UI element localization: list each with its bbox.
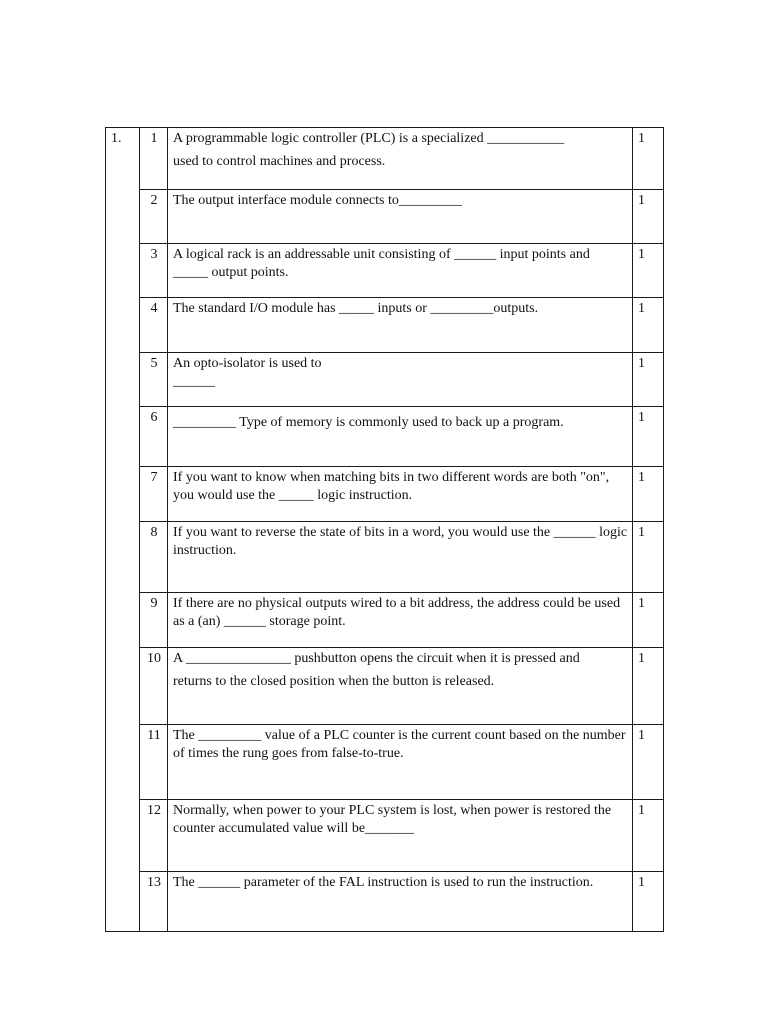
table-row — [106, 593, 664, 648]
question-marks: 1 — [633, 593, 664, 648]
question-marks: 1 — [633, 872, 664, 932]
question-number: 3 — [140, 244, 168, 298]
question-marks: 1 — [633, 407, 664, 467]
table-row — [106, 298, 664, 353]
section-number: 1. — [106, 128, 140, 932]
question-number: 7 — [140, 467, 168, 522]
question-number: 2 — [140, 190, 168, 244]
question-text: The ______ parameter of the FAL instruction is used to run the instruction. — [168, 872, 633, 932]
question-marks: 1 — [633, 190, 664, 244]
question-text: Normally, when power to your PLC system is lost, when power is restored the counter accumulated value will be_______ — [168, 800, 633, 872]
question-number: 10 — [140, 648, 168, 725]
question-text: The standard I/O module has _____ inputs or _________outputs. — [168, 298, 633, 353]
question-number: 11 — [140, 725, 168, 800]
question-text: A logical rack is an addressable unit consisting of ______ input points and _____ output points. — [168, 244, 633, 298]
question-text: The _________ value of a PLC counter is the current count based on the number of times the rung goes from false-to-true. — [168, 725, 633, 800]
question-text: An opto-isolator is used to ______ — [168, 353, 633, 407]
question-text-line: A programmable logic controller (PLC) is a specialized ___________ — [173, 131, 565, 146]
question-number: 1 — [140, 128, 168, 190]
question-marks: 1 — [633, 244, 664, 298]
question-text-line: used to control machines and process. — [173, 154, 386, 169]
question-number: 8 — [140, 522, 168, 593]
question-text-line: A _______________ pushbutton opens the circuit when it is pressed and — [173, 651, 580, 666]
table-row — [106, 407, 664, 467]
question-text: The output interface module connects to_________ — [168, 190, 633, 244]
question-marks: 1 — [633, 467, 664, 522]
table-row — [106, 353, 664, 407]
table-row — [106, 244, 664, 298]
question-text-line: returns to the closed position when the button is released. — [173, 674, 495, 689]
question-marks: 1 — [633, 800, 664, 872]
table-row — [106, 725, 664, 800]
table-row — [106, 128, 664, 190]
question-marks: 1 — [633, 128, 664, 190]
question-marks: 1 — [633, 298, 664, 353]
table-row — [106, 872, 664, 932]
question-text — [168, 648, 633, 725]
question-number: 9 — [140, 593, 168, 648]
question-text: _________ Type of memory is commonly used to back up a program. — [168, 407, 633, 467]
table-row — [106, 190, 664, 244]
question-text: If you want to know when matching bits in two different words are both "on", you would use the _____ logic instruction. — [168, 467, 633, 522]
question-number: 13 — [140, 872, 168, 932]
question-text: If there are no physical outputs wired to a bit address, the address could be used as a (an) ______ storage point. — [168, 593, 633, 648]
question-marks: 1 — [633, 725, 664, 800]
question-number: 6 — [140, 407, 168, 467]
table-row — [106, 648, 664, 725]
table-row — [106, 467, 664, 522]
question-table — [105, 127, 664, 932]
table-row — [106, 522, 664, 593]
question-number: 5 — [140, 353, 168, 407]
question-marks: 1 — [633, 353, 664, 407]
question-sheet — [105, 127, 663, 932]
question-text — [168, 128, 633, 190]
question-text: If you want to reverse the state of bits in a word, you would use the ______ logic instruction. — [168, 522, 633, 593]
question-number: 12 — [140, 800, 168, 872]
question-marks: 1 — [633, 522, 664, 593]
question-marks: 1 — [633, 648, 664, 725]
table-row — [106, 800, 664, 872]
question-number: 4 — [140, 298, 168, 353]
